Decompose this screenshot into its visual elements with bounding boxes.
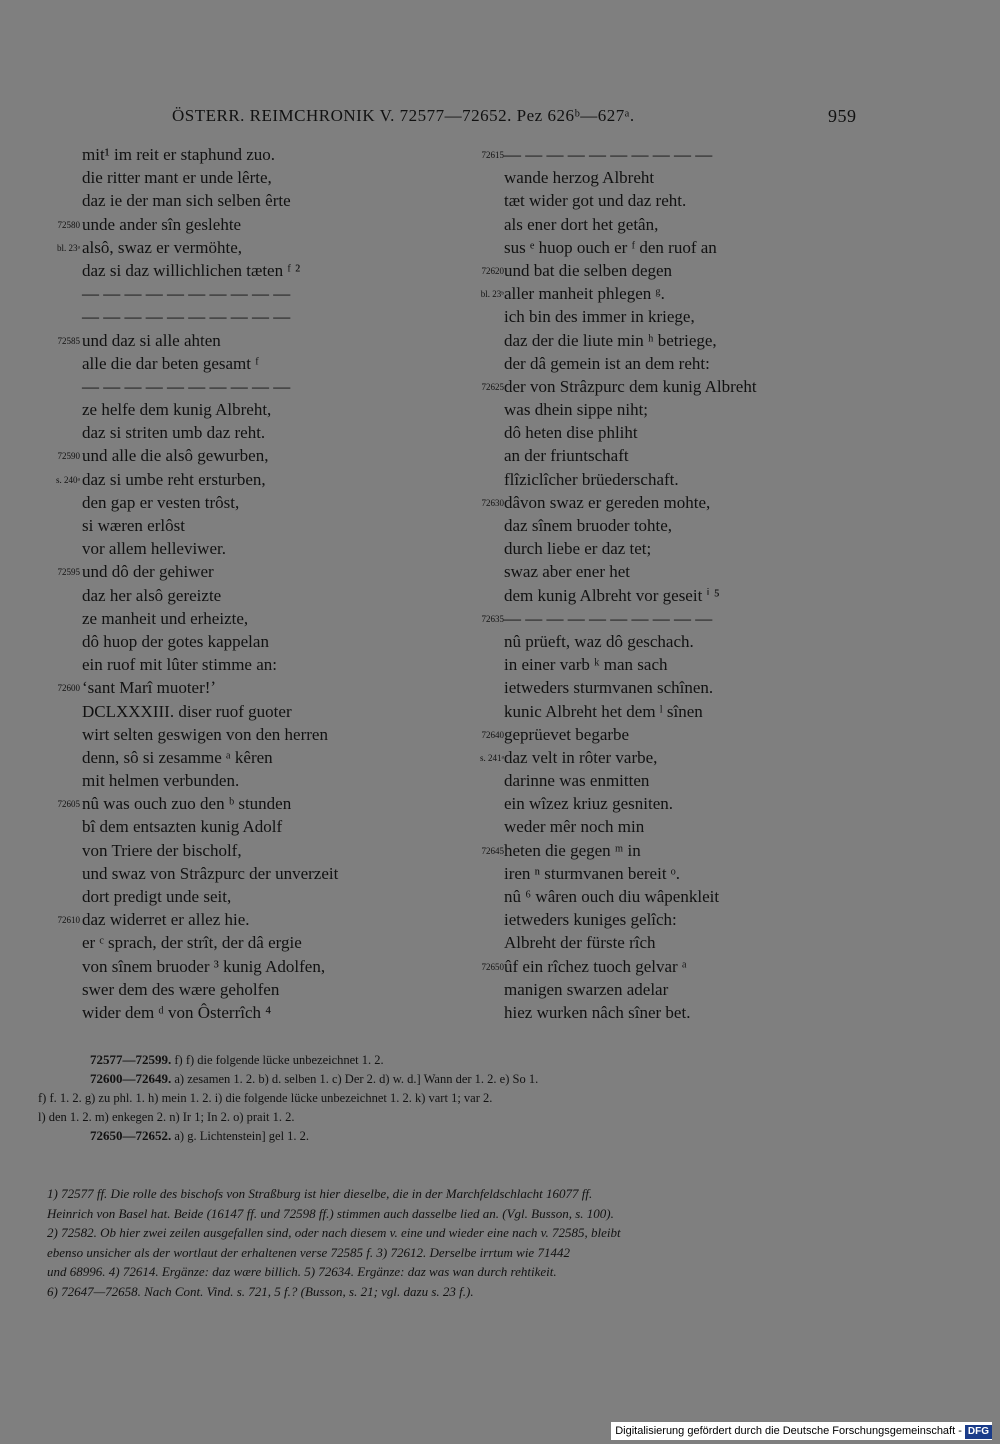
verse-line — [30, 862, 450, 885]
footnote-line: 6) 72647—72658. Nach Cont. Vind. s. 721, 5 f.? (Busson, s. 21; vgl. dazu s. 23 f.). — [47, 1283, 474, 1299]
verse-text: ietweders kuniges gelîch: — [504, 910, 677, 930]
margin-number: 72630 — [481, 497, 504, 508]
verse-line — [30, 537, 450, 560]
verse-text: heten die gegen ᵐ in — [504, 840, 641, 860]
margin-number: 72590 — [57, 451, 80, 462]
verse-text: daz her alsô gereizte — [82, 585, 222, 605]
margin-number: 72625 — [481, 381, 504, 392]
verse-line — [460, 189, 860, 212]
verse-text: — — — — — — — — — — — [82, 376, 291, 396]
verse-line — [460, 166, 860, 189]
verse-text: daz si daz willichlichen tæten ᶠ ² — [82, 260, 301, 280]
verse-text: den gap er vesten trôst, — [82, 492, 240, 512]
verse-line — [30, 955, 450, 978]
verse-text: alle die dar beten gesamt ᶠ — [82, 353, 259, 373]
verse-line — [460, 537, 860, 560]
margin-number: 72635 — [481, 613, 504, 624]
verse-text: ʻsant Marî muoter!ʼ — [82, 678, 217, 698]
verse-text: daz ie der man sich selben êrte — [82, 191, 291, 211]
footnote-line: Heinrich von Basel hat. Beide (16147 ff. und 72598 ff.) stimmen auch dasselbe lied an. (Vgl. Busson, s. 100). — [47, 1205, 614, 1221]
verse-line — [460, 815, 860, 838]
verse-line — [30, 978, 450, 1001]
verse-text: denn, sô si zesamme ᵃ kêren — [82, 747, 273, 767]
margin-number: 72610 — [57, 915, 80, 926]
verse-text: DCLXXXIII. diser ruof guoter — [82, 701, 292, 721]
verse-line — [30, 352, 450, 375]
verse-line — [30, 700, 450, 723]
verse-text: durch liebe er daz tet; — [504, 539, 652, 559]
verse-line — [460, 444, 860, 467]
verse-text: si wæren erlôst — [82, 516, 185, 535]
verse-line — [30, 746, 450, 769]
apparatus-range: 72650—72652. — [90, 1128, 172, 1143]
verse-text: daz sînem bruoder tohte, — [504, 516, 673, 535]
apparatus-row — [38, 1050, 868, 1069]
verse-line — [30, 839, 450, 862]
footnotes — [47, 1184, 867, 1301]
verse-text: und bat die selben degen — [504, 260, 673, 280]
apparatus-row — [38, 1126, 868, 1145]
verse-line — [30, 908, 450, 931]
verse-line — [460, 259, 860, 282]
apparatus-text: f) f. 1. 2. g) zu phl. 1. h) mein 1. 2. i) die folgende lücke unbezeichnet 1. 2. k) vart 1; var 2. — [38, 1091, 493, 1105]
verse-text: und swaz von Strâzpurc der unverzeit — [82, 863, 339, 883]
verse-line — [30, 282, 450, 305]
verse-text: daz si striten umb daz reht. — [82, 423, 266, 443]
verse-text: ich bin des immer in kriege, — [504, 307, 695, 327]
verse-text: nû prüeft, waz dô geschach. — [504, 631, 694, 651]
verse-line — [460, 584, 860, 607]
verse-line — [460, 421, 860, 444]
apparatus-range: 72600—72649. — [90, 1071, 172, 1086]
verse-text: und dô der gehiwer — [82, 562, 214, 582]
footnote-line: 1) 72577 ff. Die rolle des bischofs von Straßburg ist hier dieselbe, die in der Marchfeldschlacht 16077 ff. — [47, 1186, 593, 1201]
verse-text: mit¹ im reit er staphund zuo. — [82, 145, 276, 164]
verse-line — [30, 607, 450, 630]
verse-line — [30, 491, 450, 514]
verse-line — [30, 1001, 450, 1024]
verse-line — [460, 468, 860, 491]
verse-line — [460, 839, 860, 862]
verse-text: und alle die alsô gewurben, — [82, 446, 269, 466]
verse-text: dort predigt unde seit, — [82, 887, 232, 906]
verse-text: und daz si alle ahten — [82, 330, 221, 350]
verse-text: dô heten dise phliht — [504, 423, 638, 443]
verse-text: dô huop der gotes kappelan — [82, 631, 269, 651]
verse-line — [30, 792, 450, 815]
verse-text: der dâ gemein ist an dem reht: — [504, 353, 710, 373]
verse-text: ze manheit und erheizte, — [82, 608, 249, 628]
verse-text: mit helmen verbunden. — [82, 771, 240, 791]
verse-line — [460, 213, 860, 236]
verse-text: nû was ouch zuo den ᵇ stunden — [82, 794, 292, 814]
verse-text: daz velt in rôter varbe, — [504, 747, 658, 767]
verse-line — [30, 514, 450, 537]
verse-line — [30, 584, 450, 607]
verse-text: ûf ein rîchez tuoch gelvar ᵃ — [504, 956, 687, 976]
verse-text: wider dem ᵈ von Ôsterrîch ⁴ — [82, 1002, 272, 1022]
verse-text: er ᶜ sprach, der strît, der dâ ergie — [82, 933, 302, 953]
apparatus-row — [38, 1107, 868, 1126]
verse-line — [460, 398, 860, 421]
verse-text: alsô, swaz er vermöhte, — [82, 237, 243, 257]
verse-text: in einer varb ᵏ man sach — [504, 655, 668, 675]
footnote-line: 2) 72582. Ob hier zwei zeilen ausgefallen sind, oder nach diesem v. eine und wieder eine nach v. 72585, bleibt — [47, 1225, 621, 1240]
verse-text: dem kunig Albreht vor geseit ⁱ ⁵ — [504, 585, 720, 605]
verse-line — [460, 978, 860, 1001]
margin-number: 72585 — [57, 335, 80, 346]
verse-text: iren ⁿ sturmvanen bereit ᵒ. — [504, 863, 680, 883]
verse-line — [460, 908, 860, 931]
verse-line — [30, 143, 450, 166]
margin-number: 72640 — [481, 729, 504, 740]
verse-text: wande herzog Albreht — [504, 168, 655, 188]
verse-text: — — — — — — — — — — — [504, 608, 713, 628]
left-verse-column — [30, 143, 450, 1024]
verse-line — [30, 305, 450, 328]
verse-text: ze helfe dem kunig Albreht, — [82, 400, 272, 420]
margin-number: 72620 — [481, 265, 504, 276]
verse-line — [30, 630, 450, 653]
verse-text: — — — — — — — — — — — [82, 307, 291, 327]
verse-line — [30, 676, 450, 699]
verse-text: dâvon swaz er gereden mohte, — [504, 492, 711, 512]
verse-line — [30, 653, 450, 676]
verse-line — [460, 560, 860, 583]
margin-number: 72645 — [481, 845, 504, 856]
verse-text: swaz aber ener het — [504, 562, 631, 582]
verse-text: an der friuntschaft — [504, 446, 629, 466]
verse-text: ein ruof mit lûter stimme an: — [82, 655, 277, 675]
verse-text: flîziclîcher brüederschaft. — [504, 469, 679, 489]
verse-line — [460, 352, 860, 375]
verse-text: ietweders sturmvanen schînen. — [504, 678, 714, 698]
verse-text: darinne was enmitten — [504, 771, 650, 791]
apparatus-range: 72577—72599. — [90, 1052, 172, 1067]
verse-line — [30, 329, 450, 352]
verse-text: die ritter mant er unde lêrte, — [82, 168, 272, 188]
margin-number: 72605 — [57, 799, 80, 810]
verse-line — [460, 305, 860, 328]
verse-line — [460, 329, 860, 352]
margin-number: bl. 23ᵇ — [480, 289, 504, 300]
apparatus-text: l) den 1. 2. m) enkegen 2. n) Ir 1; In 2. o) prait 1. 2. — [38, 1110, 295, 1124]
margin-number: 72650 — [481, 961, 504, 972]
verse-text: geprüevet begarbe — [504, 724, 630, 744]
verse-line — [460, 746, 860, 769]
verse-line — [460, 375, 860, 398]
verse-line — [30, 398, 450, 421]
margin-number: 72600 — [57, 683, 80, 694]
verse-line — [30, 468, 450, 491]
running-title: ÖSTERR. REIMCHRONIK V. 72577—72652. Pez 626ᵇ—627ᵃ. — [172, 106, 635, 125]
verse-line — [460, 862, 860, 885]
apparatus-text: a) g. Lichtenstein] gel 1. 2. — [171, 1129, 310, 1143]
verse-text: von Triere der bischolf, — [82, 840, 242, 860]
verse-text: kunic Albreht het dem ˡ sînen — [504, 701, 703, 721]
page-number: 959 — [828, 106, 857, 126]
verse-text: daz widerret er allez hie. — [82, 910, 250, 930]
verse-line — [460, 1001, 860, 1024]
verse-line — [460, 885, 860, 908]
verse-line — [30, 885, 450, 908]
verse-line — [30, 375, 450, 398]
verse-text: bî dem entsazten kunig Adolf — [82, 817, 283, 837]
verse-text: hiez wurken nâch sîner bet. — [504, 1002, 691, 1022]
verse-line — [460, 236, 860, 259]
verse-line — [30, 560, 450, 583]
verse-line — [30, 931, 450, 954]
verse-text: vor allem helleviwer. — [82, 539, 226, 559]
verse-line — [30, 236, 450, 259]
verse-line — [460, 653, 860, 676]
footnote-line: und 68996. 4) 72614. Ergänze: daz wære billich. 5) 72634. Ergänze: daz was wan durch rehtikeit. — [47, 1264, 557, 1279]
verse-text: aller manheit phlegen ᵍ. — [504, 284, 665, 304]
verse-text: daz der die liute min ʰ betriege, — [504, 330, 717, 350]
verse-text: weder mêr noch min — [504, 817, 645, 837]
verse-line — [460, 955, 860, 978]
verse-line — [460, 514, 860, 537]
verse-line — [460, 282, 860, 305]
footer-text: Digitalisierung gefördert durch die Deutsche Forschungsgemeinschaft - — [615, 1425, 962, 1437]
apparatus-row — [38, 1069, 868, 1088]
margin-number: 72580 — [57, 219, 80, 230]
verse-text: als ener dort het getân, — [504, 214, 659, 234]
verse-line — [460, 723, 860, 746]
verse-line — [30, 166, 450, 189]
verse-line — [30, 213, 450, 236]
apparatus-text: f) f) die folgende lücke unbezeichnet 1. 2. — [171, 1053, 384, 1067]
dfg-logo: DFG — [965, 1425, 992, 1439]
verse-line — [30, 189, 450, 212]
verse-text: von sînem bruoder ³ kunig Adolfen, — [82, 956, 326, 976]
margin-number: s. 240ᵃ — [56, 474, 80, 485]
margin-number: 72615 — [481, 150, 504, 160]
verse-text: manigen swarzen adelar — [504, 979, 669, 999]
margin-number: 72595 — [57, 567, 80, 578]
verse-text: ein wîzez kriuz gesniten. — [504, 794, 673, 814]
verse-line — [30, 259, 450, 282]
right-verse-column — [460, 143, 860, 1024]
verse-line — [460, 769, 860, 792]
verse-text: daz si umbe reht ersturben, — [82, 469, 266, 489]
verse-text: swer dem des wære geholfen — [82, 979, 280, 999]
margin-number: bl. 23ᵃ — [57, 242, 80, 253]
verse-text: nû ⁶ wâren ouch diu wâpenkleit — [504, 887, 720, 906]
verse-text: tæt wider got und daz reht. — [504, 191, 687, 211]
footnote-line: ebenso unsicher als der wortlaut der erhaltenen verse 72585 f. 3) 72612. Derselbe irrtum wie 71442 — [47, 1244, 570, 1260]
verse-line — [460, 676, 860, 699]
verse-line — [30, 444, 450, 467]
verse-text: der von Strâzpurc dem kunig Albreht — [504, 376, 757, 396]
verse-text: was dhein sippe niht; — [504, 400, 649, 420]
verse-text: sus ᵉ huop ouch er ᶠ den ruof an — [504, 237, 717, 257]
verse-line — [30, 723, 450, 746]
apparatus-text: a) zesamen 1. 2. b) d. selben 1. c) Der 2. d) w. d.] Wann der 1. 2. e) So 1. — [171, 1072, 539, 1086]
verse-text: unde ander sîn geslehte — [82, 214, 242, 234]
margin-number: s. 241ᵃ — [480, 752, 504, 763]
verse-line — [460, 607, 860, 630]
critical-apparatus — [38, 1050, 868, 1145]
verse-line — [460, 143, 860, 166]
verse-line — [30, 815, 450, 838]
verse-text: wirt selten geswigen von den herren — [82, 724, 328, 744]
verse-line — [460, 700, 860, 723]
verse-line — [30, 769, 450, 792]
dfg-footer — [611, 1422, 992, 1440]
verse-line — [460, 630, 860, 653]
verse-text: — — — — — — — — — — — [82, 284, 291, 304]
verse-line — [30, 421, 450, 444]
verse-text: — — — — — — — — — — — [504, 145, 713, 164]
verse-line — [460, 931, 860, 954]
verse-text: Albreht der fürste rîch — [504, 933, 656, 953]
running-header — [0, 100, 1000, 130]
verse-line — [460, 792, 860, 815]
apparatus-row — [38, 1088, 868, 1107]
verse-line — [460, 491, 860, 514]
